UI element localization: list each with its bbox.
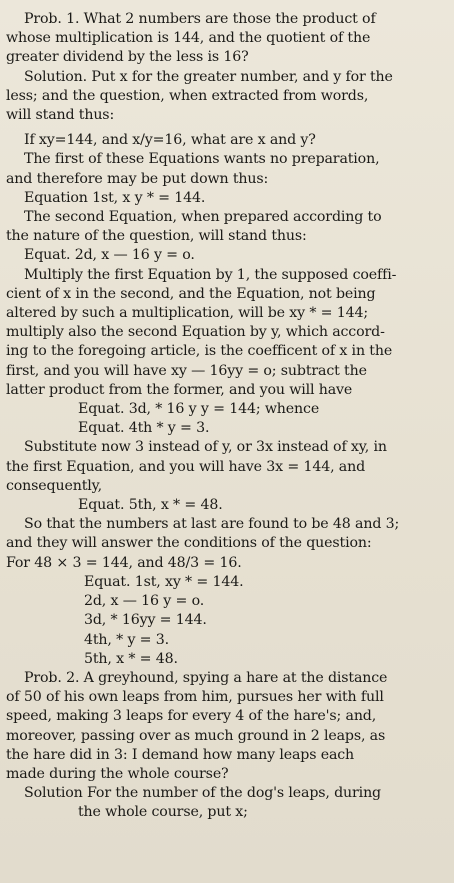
text-line: cient of x in the second, and the Equation, not being: [6, 285, 376, 302]
text-line: Prob. 2. A greyhound, spying a hare at the distance: [24, 669, 388, 686]
text-line: Equat. 5th, x * = 48.: [78, 497, 223, 514]
text-line: speed, making 3 leaps for every 4 of the hare's; and,: [6, 708, 377, 725]
text-line: the first Equation, and you will have 3x = 144, and: [6, 458, 366, 475]
text-line: less; and the question, when extracted from words,: [6, 87, 369, 104]
text-line: and they will answer the conditions of the question:: [6, 535, 372, 552]
text-line: Solution For the number of the dog's leaps, during: [24, 785, 381, 802]
text-line: The second Equation, when prepared according to: [24, 209, 382, 226]
text-line: The first of these Equations wants no preparation,: [24, 151, 380, 168]
text-line: moreover, passing over as much ground in 2 leaps, as: [6, 727, 386, 744]
text-line: and therefore may be put down thus:: [6, 170, 269, 187]
text-line: For 48 × 3 = 144, and 48/3 = 16.: [6, 554, 242, 571]
text-line: consequently,: [6, 477, 102, 494]
text-line: latter product from the former, and you will have: [6, 381, 353, 398]
text-line: of 50 of his own leaps from him, pursues her with full: [6, 689, 384, 706]
text-line: the nature of the question, will stand thus:: [6, 228, 307, 245]
text-line: Substitute now 3 instead of y, or 3x instead of xy, in: [24, 439, 387, 456]
text-line: 2d, x — 16 y = o.: [84, 593, 205, 610]
text-line: So that the numbers at last are found to be 48 and 3;: [24, 516, 400, 533]
text-line: Equat. 4th * y = 3.: [78, 420, 210, 437]
text-line: will stand thus:: [6, 107, 115, 124]
text-line: Equation 1st, x y * = 144.: [24, 189, 206, 206]
text-line: 3d, * 16yy = 144.: [84, 612, 207, 629]
text-line: Equat. 2d, x — 16 y = o.: [24, 247, 195, 264]
text-line: ing to the foregoing article, is the coefficent of x in the: [6, 343, 393, 360]
text-line: Equat. 1st, xy * = 144.: [84, 573, 244, 590]
text-line: greater dividend by the less is 16?: [6, 49, 249, 66]
text-line: the whole course, put x;: [78, 804, 248, 821]
text-line: made during the whole course?: [6, 765, 229, 782]
text-line: first, and you will have xy — 16yy = o; subtract the: [6, 362, 367, 379]
text-line: 4th, * y = 3.: [84, 631, 169, 648]
text-line: Solution. Put x for the greater number, and y for the: [24, 68, 393, 85]
text-line: 5th, x * = 48.: [84, 650, 178, 667]
text-line: Multiply the first Equation by 1, the supposed coeffi-: [24, 266, 397, 283]
text-line: Prob. 1. What 2 numbers are those the product of: [24, 11, 376, 27]
text-line: If xy=144, and x/y=16, what are x and y?: [24, 132, 316, 149]
text-line: multiply also the second Equation by y, which accord-: [6, 324, 385, 341]
text-line: whose multiplication is 144, and the quotient of the: [6, 30, 371, 47]
text-line: altered by such a multiplication, will be xy * = 144;: [6, 305, 369, 322]
text-line: the hare did in 3: I demand how many leaps each: [6, 746, 355, 763]
text-line: Equat. 3d, * 16 y y = 144; whence: [78, 401, 320, 418]
